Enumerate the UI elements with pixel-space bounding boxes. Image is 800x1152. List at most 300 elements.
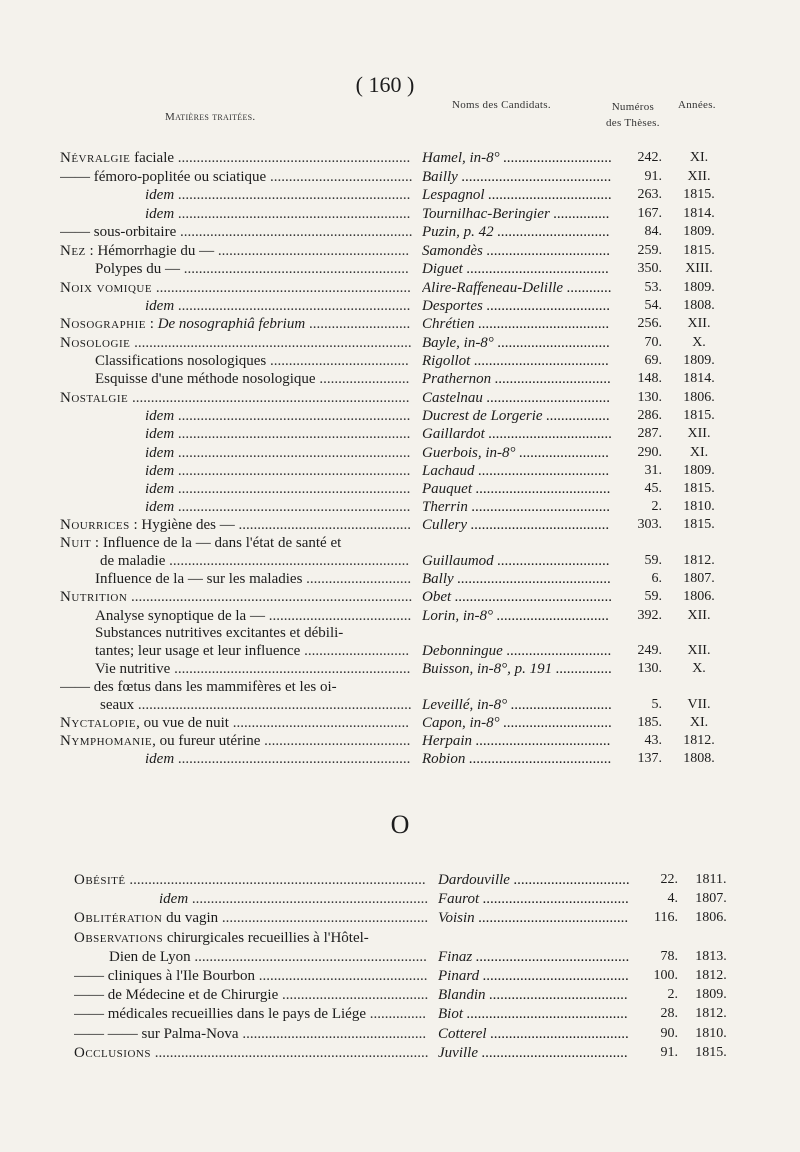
- entry-candidate-name: Therrin: [422, 499, 468, 516]
- entry-year: 1815.: [683, 187, 715, 203]
- entry-candidate: [422, 353, 612, 370]
- entry-subject-text: Oblitération: [74, 910, 163, 927]
- leader-dots: ........................................: [478, 910, 629, 927]
- entry-year: 1807.: [683, 571, 715, 587]
- entry-candidate: [422, 426, 612, 443]
- leader-dots: ......................................: [268, 607, 412, 624]
- entry-subject-text: : Influence de la — dans l'état de santé et: [91, 535, 342, 552]
- entry-subject-text: Nuit: [60, 535, 92, 552]
- entry-candidate-name: Lespagnol: [422, 187, 485, 204]
- leader-dots: ..............................................................: [177, 150, 411, 166]
- entry-subject-text: de maladie: [100, 553, 166, 570]
- entry-thesis-number: 69.: [644, 353, 662, 369]
- entry-candidate: [422, 715, 612, 732]
- entry-year: 1809.: [683, 224, 715, 240]
- entry-year: 1815.: [683, 242, 715, 258]
- entry-row: [0, 1006, 800, 1026]
- entry-subject-text: faciale: [130, 150, 175, 166]
- entry-candidate: [422, 243, 612, 260]
- entry-candidate: [422, 733, 612, 750]
- entry-candidate: [422, 499, 612, 516]
- entry-thesis-number: 286.: [637, 408, 662, 424]
- entry-candidate: [422, 206, 612, 223]
- entry-candidate-name: Obet: [422, 589, 452, 606]
- entry-subject-text: —— des fœtus dans les mammifères et les oi-: [60, 679, 337, 696]
- entry-subject-text: Classifications nosologiques: [95, 353, 267, 370]
- entry-subject: [95, 608, 412, 625]
- entry-candidate: [422, 481, 612, 498]
- entry-subject-text: tantes; leur usage et leur influence: [95, 643, 301, 660]
- entry-candidate-name: Castelnau: [422, 389, 483, 406]
- entry-candidate-name: Bailly: [422, 168, 458, 185]
- entry-year: 1810.: [695, 1025, 727, 1041]
- entry-candidate-name: Faurot: [438, 891, 480, 908]
- entry-subject: [145, 298, 412, 315]
- leader-dots: ..............................: [497, 224, 610, 241]
- leader-dots: ..........................................: [454, 589, 612, 606]
- entry-thesis-number: 130.: [637, 389, 662, 405]
- entry-candidate-name: Pinard: [438, 968, 480, 984]
- leader-dots: .................................: [486, 298, 611, 315]
- entry-subject: [145, 751, 412, 768]
- section-letter: O: [390, 810, 410, 839]
- entry-year: 1807.: [695, 891, 727, 907]
- leader-dots: ....................................................................: [155, 279, 411, 296]
- entry-subject: [60, 280, 412, 297]
- entry-candidate-name: Herpain: [422, 732, 472, 749]
- page-number: ( 160 ): [355, 72, 415, 97]
- leader-dots: ...................................: [478, 316, 610, 333]
- entry-candidate: [422, 150, 612, 167]
- entry-subject-text: Noix vomique: [60, 279, 153, 296]
- entry-subject-text: Nyctalopie: [60, 715, 137, 732]
- leader-dots: ..............................................................: [177, 205, 411, 222]
- entry-subject: [60, 390, 412, 407]
- entry-year: 1809.: [683, 353, 715, 369]
- entry-row: [0, 910, 800, 930]
- leader-dots: ..............................................................: [177, 444, 411, 461]
- entry-thesis-number: 167.: [637, 205, 662, 221]
- entry-subject-text: idem: [145, 444, 175, 461]
- entry-thesis-number: 28.: [660, 1006, 678, 1022]
- entry-subject: [74, 1006, 428, 1023]
- entry-row: [0, 408, 800, 428]
- entry-subject: [145, 463, 412, 480]
- leader-dots: ..............................................................: [194, 948, 427, 965]
- entry-candidate: [438, 910, 630, 927]
- leader-dots: .......................................................: [221, 910, 428, 927]
- entry-year: 1808.: [683, 750, 715, 766]
- entry-subject-text: idem: [145, 205, 175, 222]
- entry-subject: [60, 517, 412, 534]
- leader-dots: ..............................................................: [177, 408, 411, 425]
- entry-year: 1812.: [695, 968, 727, 983]
- leader-dots: ..........................................................................: [134, 334, 412, 351]
- entry-year: 1814.: [683, 205, 715, 221]
- entry-candidate: [438, 987, 630, 1004]
- leader-dots: ....................................: [475, 480, 611, 497]
- entry-subject-text: , ou fureur utérine: [152, 732, 261, 749]
- entry-year: 1811.: [695, 872, 727, 887]
- entry-candidate: [438, 1006, 630, 1023]
- leader-dots: .....................................: [270, 353, 409, 370]
- entry-candidate: [422, 390, 612, 407]
- leader-dots: ...........................: [510, 697, 612, 714]
- entry-candidate-name: Hamel, in-8°: [422, 150, 500, 166]
- leader-dots: ..............................: [497, 553, 610, 570]
- entry-candidate-name: Lachaud: [422, 462, 475, 479]
- entry-candidate-name: Guerbois, in-8°: [422, 444, 516, 461]
- entry-candidate: [422, 751, 612, 768]
- entry-subject: [95, 371, 412, 388]
- entry-subject-text: chirurgicales recueillies à l'Hôtel-: [163, 929, 369, 946]
- entry-thesis-number: 256.: [637, 316, 662, 332]
- entry-thesis-number: 53.: [644, 279, 662, 295]
- leader-dots: ..............................................................: [177, 298, 411, 315]
- entry-subject: [60, 224, 412, 241]
- entry-subject: [60, 243, 412, 260]
- entry-year: 1806.: [683, 389, 715, 405]
- leader-dots: .......................................: [264, 732, 411, 749]
- entry-candidate: [422, 261, 612, 278]
- entry-subject-text: Analyse synoptique de la —: [95, 607, 265, 624]
- entry-row: [0, 390, 800, 410]
- entry-row: [0, 150, 800, 170]
- entry-year: XIII.: [685, 261, 713, 277]
- leader-dots: ............................: [306, 571, 412, 588]
- entry-thesis-number: 290.: [637, 444, 662, 460]
- entry-year: 1812.: [683, 553, 715, 569]
- entry-year: XII.: [687, 316, 711, 332]
- leader-dots: ....................................: [475, 732, 611, 749]
- entry-subject-text: —— —— sur Palma-Nova: [74, 1025, 239, 1042]
- entry-row: [0, 206, 800, 226]
- entry-year: X.: [692, 334, 706, 350]
- entry-candidate-name: Cotterel: [438, 1025, 487, 1042]
- leader-dots: .........................................................................: [137, 697, 412, 714]
- leader-dots: .................................................: [242, 1025, 427, 1042]
- entry-candidate-name: Desportes: [422, 298, 483, 315]
- entry-subject: [74, 1026, 428, 1043]
- leader-dots: .................................: [486, 242, 611, 259]
- entry-subject-text: Nymphomanie: [60, 732, 153, 749]
- header-numeros-line1: Numéros: [611, 101, 655, 113]
- leader-dots: .....................................: [471, 499, 611, 516]
- entry-candidate-name: Rigollot: [422, 353, 471, 370]
- entry-subject: [95, 353, 412, 370]
- entry-thesis-number: 84.: [644, 224, 662, 240]
- entry-thesis-number: 59.: [644, 553, 662, 569]
- entry-subject-text: idem: [159, 891, 189, 908]
- leader-dots: .............................: [503, 150, 612, 166]
- entry-row: [0, 353, 800, 373]
- entry-thesis-number: 185.: [637, 715, 662, 731]
- entry-candidate: [422, 169, 612, 186]
- entry-year: 1809.: [695, 987, 727, 1003]
- entry-subject: [60, 335, 412, 352]
- entry-candidate-name: Pauquet: [422, 480, 472, 497]
- entry-candidate-name: Cullery: [422, 517, 467, 534]
- entry-year: XI.: [689, 150, 709, 165]
- entry-candidate-name: Lorin, in-8°: [422, 607, 494, 624]
- leader-dots: ..............................................................: [177, 480, 411, 497]
- leader-dots: ................................................................: [169, 553, 410, 570]
- entry-subject-text: De nosographiâ febrium: [157, 316, 306, 333]
- entry-candidate-name: Tournilhac-Beringier: [422, 205, 550, 222]
- leader-dots: ..............................................: [238, 517, 411, 534]
- entry-year: 1808.: [683, 298, 715, 314]
- entry-year: 1812.: [683, 732, 715, 748]
- entry-subject-text: Vie nutritive: [95, 661, 171, 678]
- entry-thesis-number: 4.: [667, 891, 678, 907]
- entry-subject-text: Nutrition: [60, 589, 128, 606]
- entry-candidate-name: Prathernon: [422, 371, 492, 388]
- entry-subject-text: idem: [145, 462, 175, 479]
- entry-row: [0, 499, 800, 519]
- entry-row: [0, 987, 800, 1007]
- leader-dots: .............................................: [258, 968, 428, 984]
- entry-candidate: [422, 187, 612, 204]
- leader-dots: ...............................: [513, 872, 630, 888]
- entry-subject-text: idem: [145, 298, 175, 315]
- entry-year: 1806.: [695, 910, 727, 926]
- entry-thesis-number: 91.: [644, 168, 662, 184]
- leader-dots: .......................................: [282, 987, 428, 1004]
- entry-candidate: [422, 445, 612, 462]
- entry-candidate-name: Blandin: [438, 987, 486, 1004]
- entry-thesis-number: 130.: [637, 661, 662, 677]
- entry-thesis-number: 90.: [660, 1025, 678, 1041]
- leader-dots: .................................: [488, 426, 612, 443]
- entry-candidate: [422, 571, 612, 588]
- entry-row: [0, 261, 800, 281]
- entry-year: 1809.: [683, 279, 715, 295]
- entry-candidate: [422, 608, 612, 625]
- entry-candidate-name: Guillaumod: [422, 553, 494, 570]
- entry-candidate: [438, 872, 630, 889]
- entry-candidate: [438, 1026, 630, 1043]
- entry-candidate: [422, 661, 612, 678]
- entry-candidate: [422, 298, 612, 315]
- entry-subject-text: —— sous-orbitaire: [60, 224, 177, 241]
- entry-subject: [145, 426, 412, 443]
- leader-dots: .........................................................................: [154, 1044, 428, 1061]
- entry-year: XII.: [687, 643, 711, 659]
- entry-row: [0, 371, 800, 391]
- entry-row: [0, 224, 800, 244]
- entry-subject-text: Nez: [60, 242, 86, 259]
- entry-subject-text: Esquisse d'une méthode nosologique: [95, 371, 316, 388]
- entry-row: [0, 553, 800, 573]
- entry-candidate-name: Finaz: [438, 948, 473, 965]
- entry-subject: [60, 150, 412, 167]
- leader-dots: ............................................................: [183, 261, 409, 278]
- entry-candidate-name: Debonningue: [422, 643, 503, 660]
- leader-dots: .......................................: [481, 1044, 628, 1061]
- entry-subject: [60, 535, 412, 552]
- entry-candidate: [438, 968, 630, 985]
- entry-subject: [74, 987, 428, 1004]
- leader-dots: ............: [566, 279, 612, 296]
- leader-dots: ...........................: [308, 316, 411, 333]
- entry-candidate-name: Robion: [422, 750, 466, 767]
- entry-subject-text: Nostalgie: [60, 389, 129, 406]
- entry-candidate-name: Ducrest de Lorgerie: [422, 408, 543, 425]
- entry-subject-text: —— de Médecine et de Chirurgie: [74, 987, 279, 1004]
- entry-candidate-name: Gaillardot: [422, 426, 485, 443]
- entry-candidate-name: Bally: [422, 571, 454, 588]
- entry-row: [0, 949, 800, 969]
- entry-candidate: [422, 371, 612, 388]
- leader-dots: ......................................: [269, 168, 412, 185]
- header-numeros-line2: des Thèses.: [606, 117, 660, 129]
- entry-candidate-name: Voisin: [438, 910, 475, 927]
- entry-subject: [74, 930, 428, 947]
- entry-row: [0, 169, 800, 189]
- entry-candidate-name: Bayle, in-8°: [422, 334, 494, 351]
- entry-subject: [60, 679, 412, 696]
- entry-subject-text: —— cliniques à l'Ile Bourbon: [74, 968, 256, 984]
- entry-candidate-name: Samondès: [422, 242, 483, 259]
- leader-dots: ...............: [553, 205, 610, 222]
- entry-row: [0, 968, 800, 988]
- entry-thesis-number: 78.: [660, 948, 678, 964]
- entry-thesis-number: 263.: [637, 187, 662, 203]
- entry-subject-text: idem: [145, 426, 175, 443]
- leader-dots: ...............................................................: [174, 661, 411, 678]
- entry-subject-text: : Hémorrhagie du —: [85, 242, 215, 259]
- leader-dots: ..............................: [497, 334, 611, 351]
- entry-row: [0, 1026, 800, 1046]
- entry-row: [0, 930, 800, 950]
- entry-row: [0, 571, 800, 591]
- entry-subject-text: idem: [145, 187, 175, 204]
- entry-subject: [60, 715, 412, 732]
- entry-subject-text: , ou vue de nuit: [136, 715, 229, 732]
- entry-year: 1815.: [695, 1044, 727, 1060]
- entry-thesis-number: 43.: [644, 732, 662, 748]
- leader-dots: ......................................: [469, 750, 612, 767]
- entry-row: [0, 1045, 800, 1065]
- entry-subject-text: Substances nutritives excitantes et débili-: [95, 625, 344, 642]
- entry-row: [0, 280, 800, 300]
- entry-subject: [145, 445, 412, 462]
- entry-thesis-number: 91.: [660, 1044, 678, 1060]
- leader-dots: ...............: [369, 1006, 426, 1023]
- entry-subject-text: Observations: [74, 929, 164, 946]
- entry-thesis-number: 148.: [637, 371, 662, 387]
- entry-candidate-name: Chrétien: [422, 316, 475, 333]
- entry-subject: [145, 187, 412, 204]
- entry-year: VII.: [687, 697, 711, 713]
- entry-year: 1812.: [695, 1006, 727, 1022]
- entry-subject: [95, 261, 412, 278]
- entry-subject-text: idem: [145, 750, 175, 767]
- entry-candidate: [438, 891, 630, 908]
- entry-row: [0, 589, 800, 609]
- entry-year: XI.: [689, 444, 709, 460]
- entry-subject: [145, 408, 412, 425]
- entry-candidate: [422, 280, 612, 297]
- entry-thesis-number: 242.: [637, 150, 662, 165]
- entry-row: [0, 426, 800, 446]
- entry-candidate: [422, 553, 612, 570]
- entry-thesis-number: 59.: [644, 589, 662, 605]
- header-annees: Années.: [678, 99, 716, 111]
- entry-candidate-name: Puzin, p. 42: [422, 224, 494, 241]
- header-matieres: Matières traitées.: [165, 111, 256, 123]
- leader-dots: ..............................................................: [177, 187, 411, 204]
- entry-year: 1813.: [695, 948, 727, 964]
- entry-candidate-name: Buisson, in-8°, p. 191: [422, 661, 553, 678]
- entry-candidate: [438, 949, 630, 966]
- leader-dots: .....................................: [490, 1025, 630, 1042]
- leader-dots: ..............................................................: [177, 426, 411, 443]
- entry-thesis-number: 54.: [644, 298, 662, 314]
- entry-candidate: [422, 316, 612, 333]
- entry-candidate: [422, 697, 612, 714]
- leader-dots: ...............: [555, 661, 612, 678]
- entry-subject-text: —— fémoro-poplitée ou sciatique: [60, 168, 267, 185]
- leader-dots: ...................................................: [217, 242, 410, 259]
- leader-dots: ...............................: [494, 371, 612, 388]
- entry-row: [0, 535, 800, 555]
- entry-year: XII.: [687, 426, 711, 442]
- entry-year: 1809.: [683, 462, 715, 478]
- entry-candidate-name: Capon, in-8°: [422, 715, 500, 732]
- entry-row: [0, 316, 800, 336]
- entry-row: [0, 335, 800, 355]
- leader-dots: .........................................: [475, 948, 630, 965]
- entry-subject: [145, 206, 412, 223]
- entry-year: XII.: [687, 607, 711, 623]
- entry-thesis-number: 350.: [637, 261, 662, 277]
- entry-subject-text: Nosologie: [60, 334, 131, 351]
- entry-candidate-name: Juville: [438, 1044, 478, 1061]
- entry-candidate-name: Diguet: [422, 261, 463, 278]
- entry-year: XII.: [687, 168, 711, 184]
- entry-thesis-number: 303.: [637, 517, 662, 533]
- entry-thesis-number: 31.: [644, 462, 662, 478]
- entry-subject-text: idem: [145, 408, 175, 425]
- entry-subject: [95, 661, 412, 678]
- leader-dots: ...........................................................................: [131, 589, 412, 606]
- leader-dots: ...............................................................: [191, 891, 428, 908]
- entry-year: XI.: [689, 715, 709, 731]
- entry-thesis-number: 287.: [637, 426, 662, 442]
- entry-subject: [74, 968, 428, 985]
- leader-dots: ....................................: [474, 353, 610, 370]
- entry-candidate: [422, 463, 612, 480]
- entry-subject: [74, 1045, 428, 1062]
- entry-subject-text: seaux: [100, 697, 135, 714]
- entry-candidate: [422, 589, 612, 606]
- entry-candidate: [422, 643, 612, 660]
- entry-row: [0, 751, 800, 771]
- leader-dots: ........................................: [461, 168, 612, 185]
- leader-dots: ..............................................................: [179, 224, 412, 241]
- entry-row: [0, 481, 800, 501]
- entry-thesis-number: 5.: [651, 697, 662, 713]
- entry-thesis-number: 22.: [660, 872, 678, 887]
- entry-subject: [145, 499, 412, 516]
- entry-subject: [74, 910, 428, 927]
- entry-subject-text: idem: [145, 480, 175, 497]
- entry-year: X.: [692, 661, 706, 677]
- entry-thesis-number: 2.: [651, 499, 662, 515]
- entry-subject-text: —— médicales recueillies dans le pays de Liége: [74, 1006, 366, 1023]
- leader-dots: .......................................: [482, 891, 630, 908]
